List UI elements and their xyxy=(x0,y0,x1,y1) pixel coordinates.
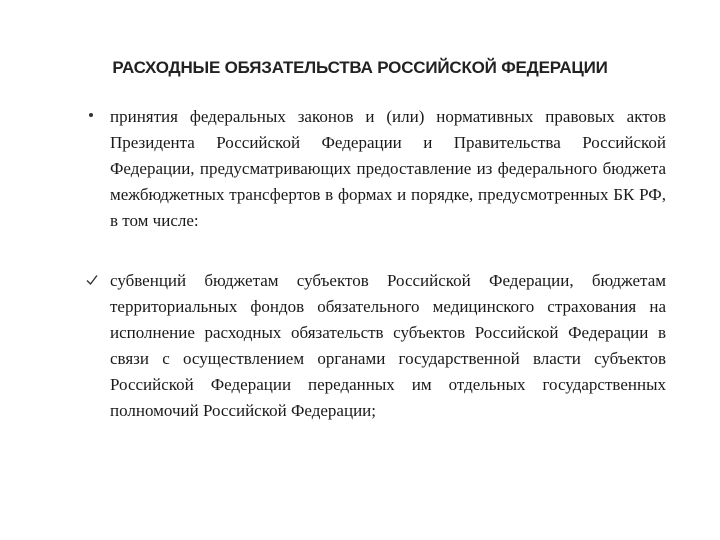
bullet-text: принятия федеральных законов и (или) нормативных правовых актов Президента Российской Федерации и Правительства Российской Федерации, предусматривающих предоставление из федерального бюджета межбюджетных трансфертов в формах и порядке, предусмотренных БК РФ, в том числе: xyxy=(110,107,666,230)
checkmark-icon xyxy=(86,268,100,292)
bullet-text: субвенций бюджетам субъектов Российской Федерации, бюджетам территориальных фондов обязательного медицинского страхования на исполнение расходных обязательств субъектов Российской Федерации в связи с осуществлением органами государственной власти субъектов Российской Федерации переданных им отдельных государственных полномочий Российской Федерации; xyxy=(110,271,666,420)
bullet-item xyxy=(86,104,666,234)
bullet-dot-icon xyxy=(86,104,100,128)
bullet-item xyxy=(86,268,666,424)
slide-title: РАСХОДНЫЕ ОБЯЗАТЕЛЬСТВА РОССИЙСКОЙ ФЕДЕРАЦИИ xyxy=(112,58,608,77)
